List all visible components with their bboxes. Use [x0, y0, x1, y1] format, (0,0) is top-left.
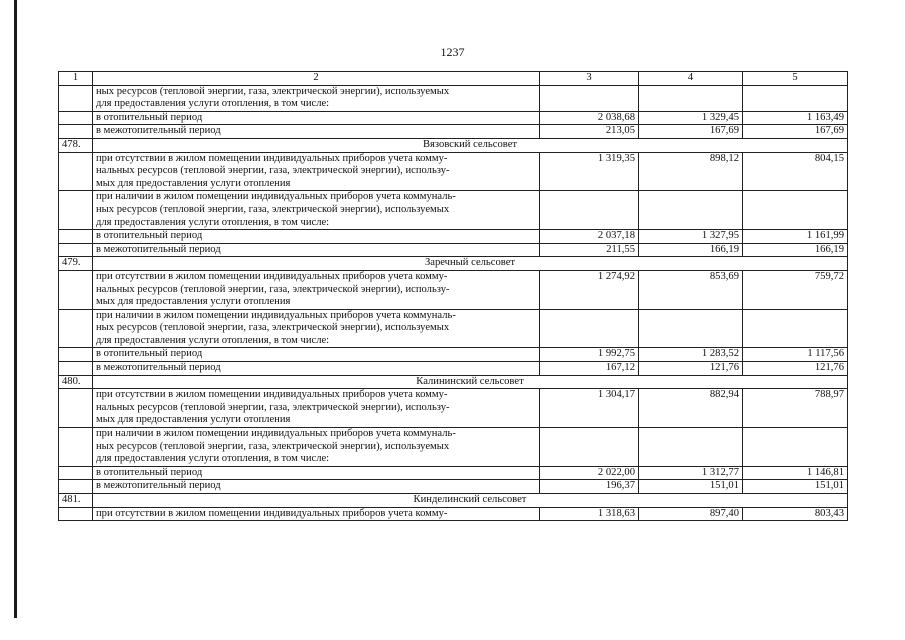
row-number-empty	[59, 152, 93, 191]
header-col-4: 4	[639, 72, 743, 86]
header-col-5: 5	[743, 72, 848, 86]
value-col-4: 1 312,77	[639, 466, 743, 480]
value-col-5: 1 163,49	[743, 111, 848, 125]
description-line: при отсутствии в жилом помещении индивидуальных приборов учета комму-	[96, 389, 448, 401]
row-number-empty	[59, 111, 93, 125]
value-col-4	[639, 191, 743, 230]
description-cell	[93, 507, 540, 521]
description-cell	[93, 309, 540, 348]
value-col-4: 898,12	[639, 152, 743, 191]
value-col-3: 1 319,35	[540, 152, 639, 191]
description-cell	[93, 362, 540, 376]
table-row	[59, 152, 848, 191]
value-col-5	[743, 85, 848, 111]
description-line: при наличии в жилом помещении индивидуальных приборов учета коммуналь-	[96, 428, 456, 440]
section-row	[59, 257, 848, 271]
section-title: Кинделинский сельсовет	[93, 494, 848, 508]
row-number-empty	[59, 389, 93, 428]
description-cell	[93, 348, 540, 362]
value-col-5: 167,69	[743, 125, 848, 139]
table-row	[59, 309, 848, 348]
description-cell	[93, 428, 540, 467]
value-col-4: 882,94	[639, 389, 743, 428]
table-body	[59, 72, 848, 521]
description-line: нальных ресурсов (тепловой энергии, газа, электрической энергии), использу-	[96, 165, 450, 177]
value-col-5: 151,01	[743, 480, 848, 494]
description-line: для предоставления услуги отопления, в том числе:	[96, 216, 330, 228]
value-col-3: 211,55	[540, 243, 639, 257]
row-number-empty	[59, 480, 93, 494]
section-title: Калининский сельсовет	[93, 375, 848, 389]
value-col-5: 759,72	[743, 270, 848, 309]
row-number-empty	[59, 85, 93, 111]
description-cell	[93, 270, 540, 309]
row-number-empty	[59, 348, 93, 362]
table-row	[59, 348, 848, 362]
description-cell	[93, 243, 540, 257]
description-cell	[93, 85, 540, 111]
description-cell	[93, 389, 540, 428]
value-col-4	[639, 309, 743, 348]
value-col-3	[540, 309, 639, 348]
section-title: Вязовский сельсовет	[93, 138, 848, 152]
description-line: в отопительный период	[96, 466, 203, 478]
description-cell	[93, 111, 540, 125]
value-col-5: 1 117,56	[743, 348, 848, 362]
scan-edge	[14, 0, 17, 618]
table-row	[59, 507, 848, 521]
value-col-4	[639, 428, 743, 467]
row-number-empty	[59, 362, 93, 376]
description-cell	[93, 230, 540, 244]
description-line: ных ресурсов (тепловой энергии, газа, электрической энергии), используемых	[96, 85, 450, 97]
value-col-4: 1 283,52	[639, 348, 743, 362]
value-col-3: 1 992,75	[540, 348, 639, 362]
description-line: нальных ресурсов (тепловой энергии, газа, электрической энергии), использу-	[96, 401, 450, 413]
value-col-3: 2 037,18	[540, 230, 639, 244]
row-number-empty	[59, 243, 93, 257]
description-line: при наличии в жилом помещении индивидуальных приборов учета коммуналь-	[96, 191, 456, 203]
row-number-empty	[59, 507, 93, 521]
row-number-empty	[59, 428, 93, 467]
header-col-1: 1	[59, 72, 93, 86]
table-row	[59, 191, 848, 230]
value-col-5: 804,15	[743, 152, 848, 191]
row-number-empty	[59, 466, 93, 480]
table-row	[59, 125, 848, 139]
value-col-5: 788,97	[743, 389, 848, 428]
description-cell	[93, 125, 540, 139]
value-col-4: 167,69	[639, 125, 743, 139]
value-col-5	[743, 191, 848, 230]
value-col-5: 166,19	[743, 243, 848, 257]
value-col-3: 1 274,92	[540, 270, 639, 309]
row-number: 481.	[59, 494, 93, 508]
table-row	[59, 111, 848, 125]
value-col-3: 213,05	[540, 125, 639, 139]
description-cell	[93, 191, 540, 230]
value-col-4: 166,19	[639, 243, 743, 257]
description-line: мых для предоставления услуги отопления	[96, 177, 291, 189]
table-row	[59, 480, 848, 494]
description-line: в отопительный период	[96, 111, 203, 123]
row-number: 478.	[59, 138, 93, 152]
table-row	[59, 389, 848, 428]
row-number: 479.	[59, 257, 93, 271]
value-col-3	[540, 85, 639, 111]
table-row	[59, 270, 848, 309]
description-cell	[93, 480, 540, 494]
value-col-4: 853,69	[639, 270, 743, 309]
table-row	[59, 243, 848, 257]
description-line: при наличии в жилом помещении индивидуальных приборов учета коммуналь-	[96, 309, 456, 321]
description-line: при отсутствии в жилом помещении индивидуальных приборов учета комму-	[96, 507, 448, 519]
description-line: для предоставления услуги отопления, в том числе:	[96, 98, 330, 110]
row-number-empty	[59, 270, 93, 309]
value-col-3: 1 304,17	[540, 389, 639, 428]
value-col-3	[540, 428, 639, 467]
value-col-3: 2 022,00	[540, 466, 639, 480]
table-row	[59, 230, 848, 244]
value-col-4: 151,01	[639, 480, 743, 494]
value-col-5: 1 146,81	[743, 466, 848, 480]
row-number-empty	[59, 230, 93, 244]
description-line: ных ресурсов (тепловой энергии, газа, электрической энергии), используемых	[96, 203, 450, 215]
description-line: ных ресурсов (тепловой энергии, газа, электрической энергии), используемых	[96, 440, 450, 452]
value-col-3: 1 318,63	[540, 507, 639, 521]
table-row	[59, 85, 848, 111]
row-number-empty	[59, 125, 93, 139]
description-line: в межотопительный период	[96, 125, 221, 137]
value-col-5: 803,43	[743, 507, 848, 521]
value-col-5: 1 161,99	[743, 230, 848, 244]
section-row	[59, 138, 848, 152]
description-line: в межотопительный период	[96, 480, 221, 492]
description-cell	[93, 466, 540, 480]
description-line: мых для предоставления услуги отопления	[96, 414, 291, 426]
row-number-empty	[59, 309, 93, 348]
description-line: в отопительный период	[96, 230, 203, 242]
value-col-3: 2 038,68	[540, 111, 639, 125]
value-col-4: 1 327,95	[639, 230, 743, 244]
value-col-4: 121,76	[639, 362, 743, 376]
table-row	[59, 428, 848, 467]
value-col-4: 897,40	[639, 507, 743, 521]
description-line: при отсутствии в жилом помещении индивидуальных приборов учета комму-	[96, 270, 448, 282]
table-header-row	[59, 72, 848, 86]
table-row	[59, 466, 848, 480]
description-line: для предоставления услуги отопления, в том числе:	[96, 453, 330, 465]
description-line: при отсутствии в жилом помещении индивидуальных приборов учета комму-	[96, 152, 448, 164]
tariff-table	[58, 71, 848, 521]
description-cell	[93, 152, 540, 191]
description-line: нальных ресурсов (тепловой энергии, газа, электрической энергии), использу-	[96, 283, 450, 295]
value-col-5: 121,76	[743, 362, 848, 376]
header-col-3: 3	[540, 72, 639, 86]
description-line: в межотопительный период	[96, 243, 221, 255]
page-number: 1237	[440, 45, 465, 59]
table-row	[59, 362, 848, 376]
description-line: в отопительный период	[96, 348, 203, 360]
section-row	[59, 494, 848, 508]
value-col-3: 167,12	[540, 362, 639, 376]
value-col-3	[540, 191, 639, 230]
value-col-4	[639, 85, 743, 111]
description-line: в межотопительный период	[96, 362, 221, 374]
header-col-2: 2	[93, 72, 540, 86]
value-col-3: 196,37	[540, 480, 639, 494]
row-number-empty	[59, 191, 93, 230]
value-col-4: 1 329,45	[639, 111, 743, 125]
description-line: для предоставления услуги отопления, в том числе:	[96, 334, 330, 346]
value-col-5	[743, 428, 848, 467]
section-row	[59, 375, 848, 389]
description-line: ных ресурсов (тепловой энергии, газа, электрической энергии), используемых	[96, 322, 450, 334]
value-col-5	[743, 309, 848, 348]
description-line: мых для предоставления услуги отопления	[96, 296, 291, 308]
row-number: 480.	[59, 375, 93, 389]
section-title: Заречный сельсовет	[93, 257, 848, 271]
